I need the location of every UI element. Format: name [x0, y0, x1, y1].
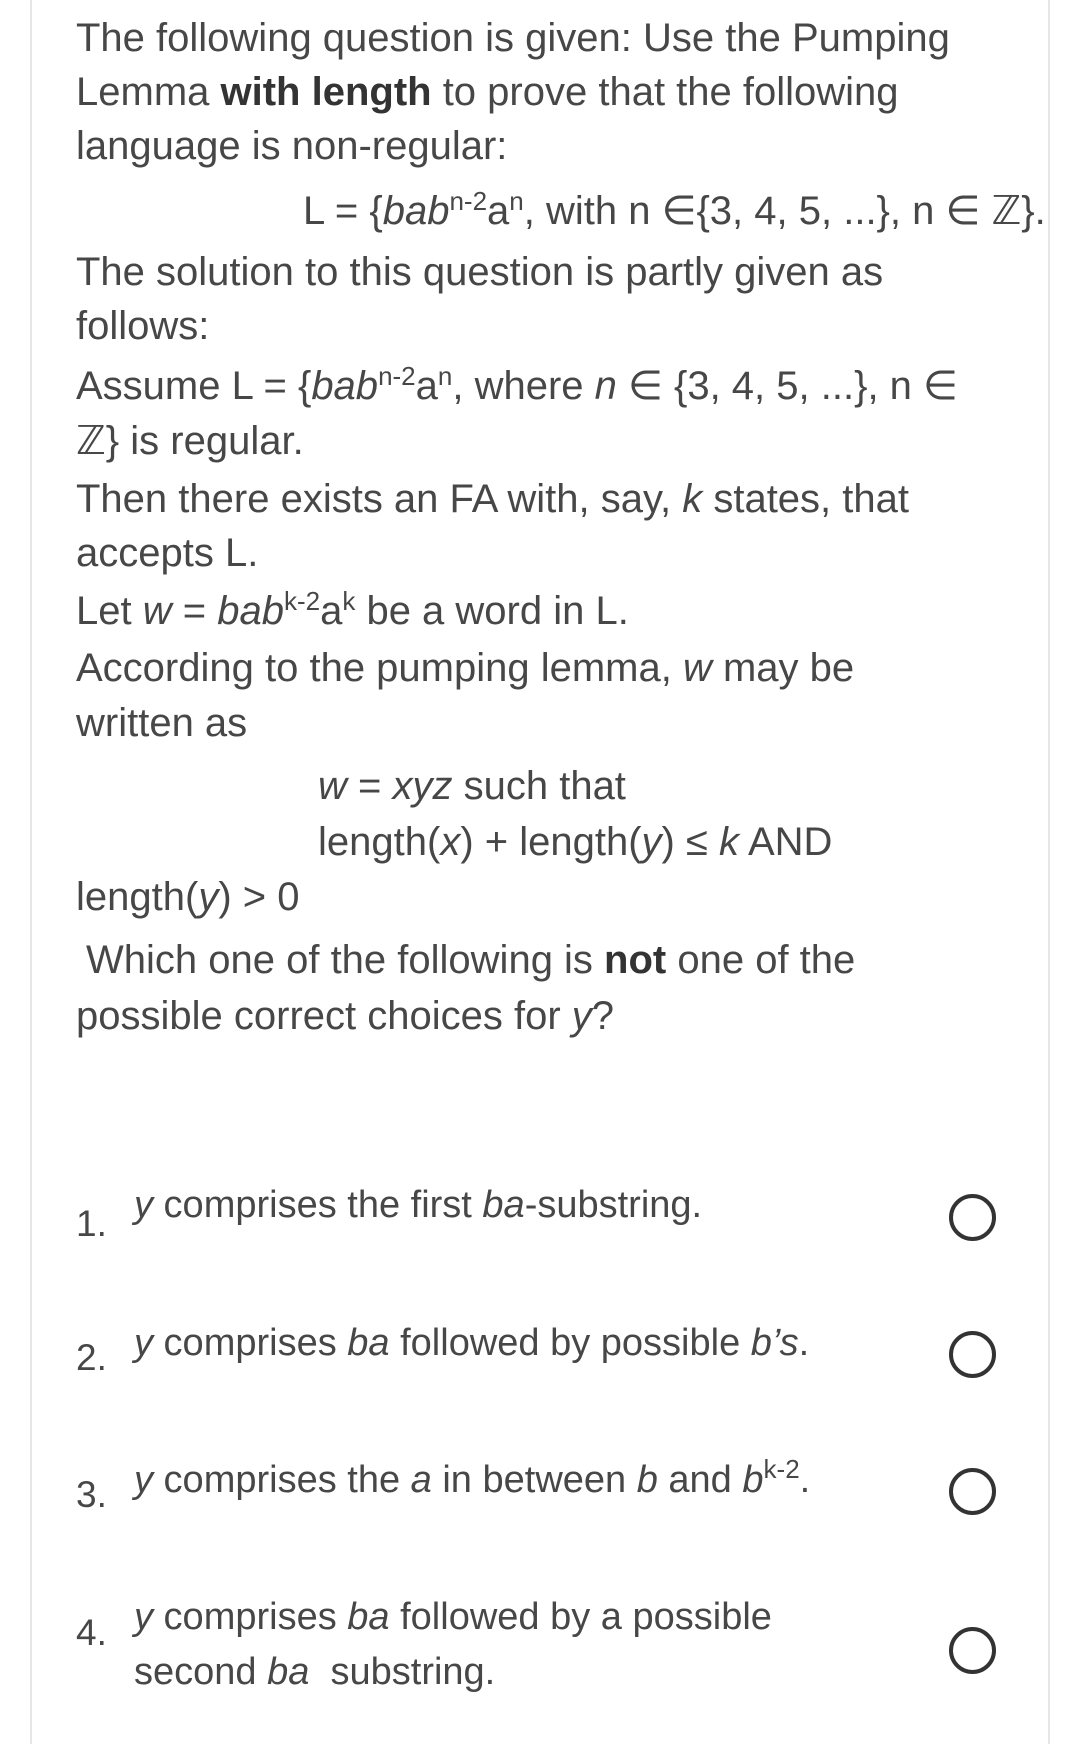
solution-intro-line-2: follows: — [76, 304, 210, 348]
condition-length-y: length(y) > 0 — [76, 875, 300, 919]
option-4-text-line-1[interactable]: y comprises ba followed by a possible — [134, 1596, 772, 1638]
intro-line-3: language is non-regular: — [76, 124, 508, 168]
condition-w-xyz: w = xyz such that — [318, 764, 626, 808]
assume-line-2: ℤ} is regular. — [76, 419, 304, 463]
option-3-radio[interactable] — [949, 1468, 996, 1515]
language-definition: $L = \{bab^{n-2}a^n$, with n ∈{3, 4, 5, ...}, n ∈ ℤ}. — [303, 186, 1046, 233]
option-4-text-line-2[interactable]: second ba substring. — [134, 1651, 496, 1693]
condition-length-xy: length(x) + length(y) ≤ k AND — [318, 820, 833, 864]
which-line-1: Which one of the following is not one of the — [86, 938, 856, 982]
option-2-number: 2. — [76, 1337, 107, 1378]
intro-line-2: Lemma with length to prove that the following — [76, 70, 899, 114]
option-1-text[interactable]: y comprises the first ba-substring. — [134, 1184, 703, 1226]
option-2-radio[interactable] — [949, 1331, 996, 1378]
option-3-number: 3. — [76, 1474, 107, 1515]
fa-line-1: Then there exists an FA with, say, k states, that — [76, 477, 909, 521]
option-4-radio[interactable] — [949, 1627, 996, 1674]
which-line-2: possible correct choices for y? — [76, 994, 615, 1038]
pumping-line-1: According to the pumping lemma, w may be — [76, 646, 855, 690]
fa-line-2: accepts L. — [76, 531, 259, 575]
pumping-line-2: written as — [76, 701, 248, 745]
option-1-radio[interactable] — [949, 1194, 996, 1241]
option-3-text[interactable]: y comprises the a in between b and $b^{k-2}$. — [134, 1454, 811, 1501]
assume-line-1: Assume $L = \{bab^{n-2}a^n$, where n ∈ {3, 4, 5, ...}, n ∈ — [76, 361, 958, 408]
bold-not: not — [604, 938, 667, 982]
let-w-line: Let $w = bab^{k-2}a^k$ be a word in L. — [76, 586, 629, 633]
option-1-number: 1. — [76, 1203, 107, 1244]
option-2-text[interactable]: y comprises ba followed by possible b’s. — [134, 1322, 810, 1364]
bold-with-length: with length — [220, 70, 432, 114]
option-4-number: 4. — [76, 1612, 107, 1653]
solution-intro-line-1: The solution to this question is partly given as — [76, 250, 884, 294]
intro-line-1: The following question is given: Use the Pumping — [76, 16, 950, 60]
